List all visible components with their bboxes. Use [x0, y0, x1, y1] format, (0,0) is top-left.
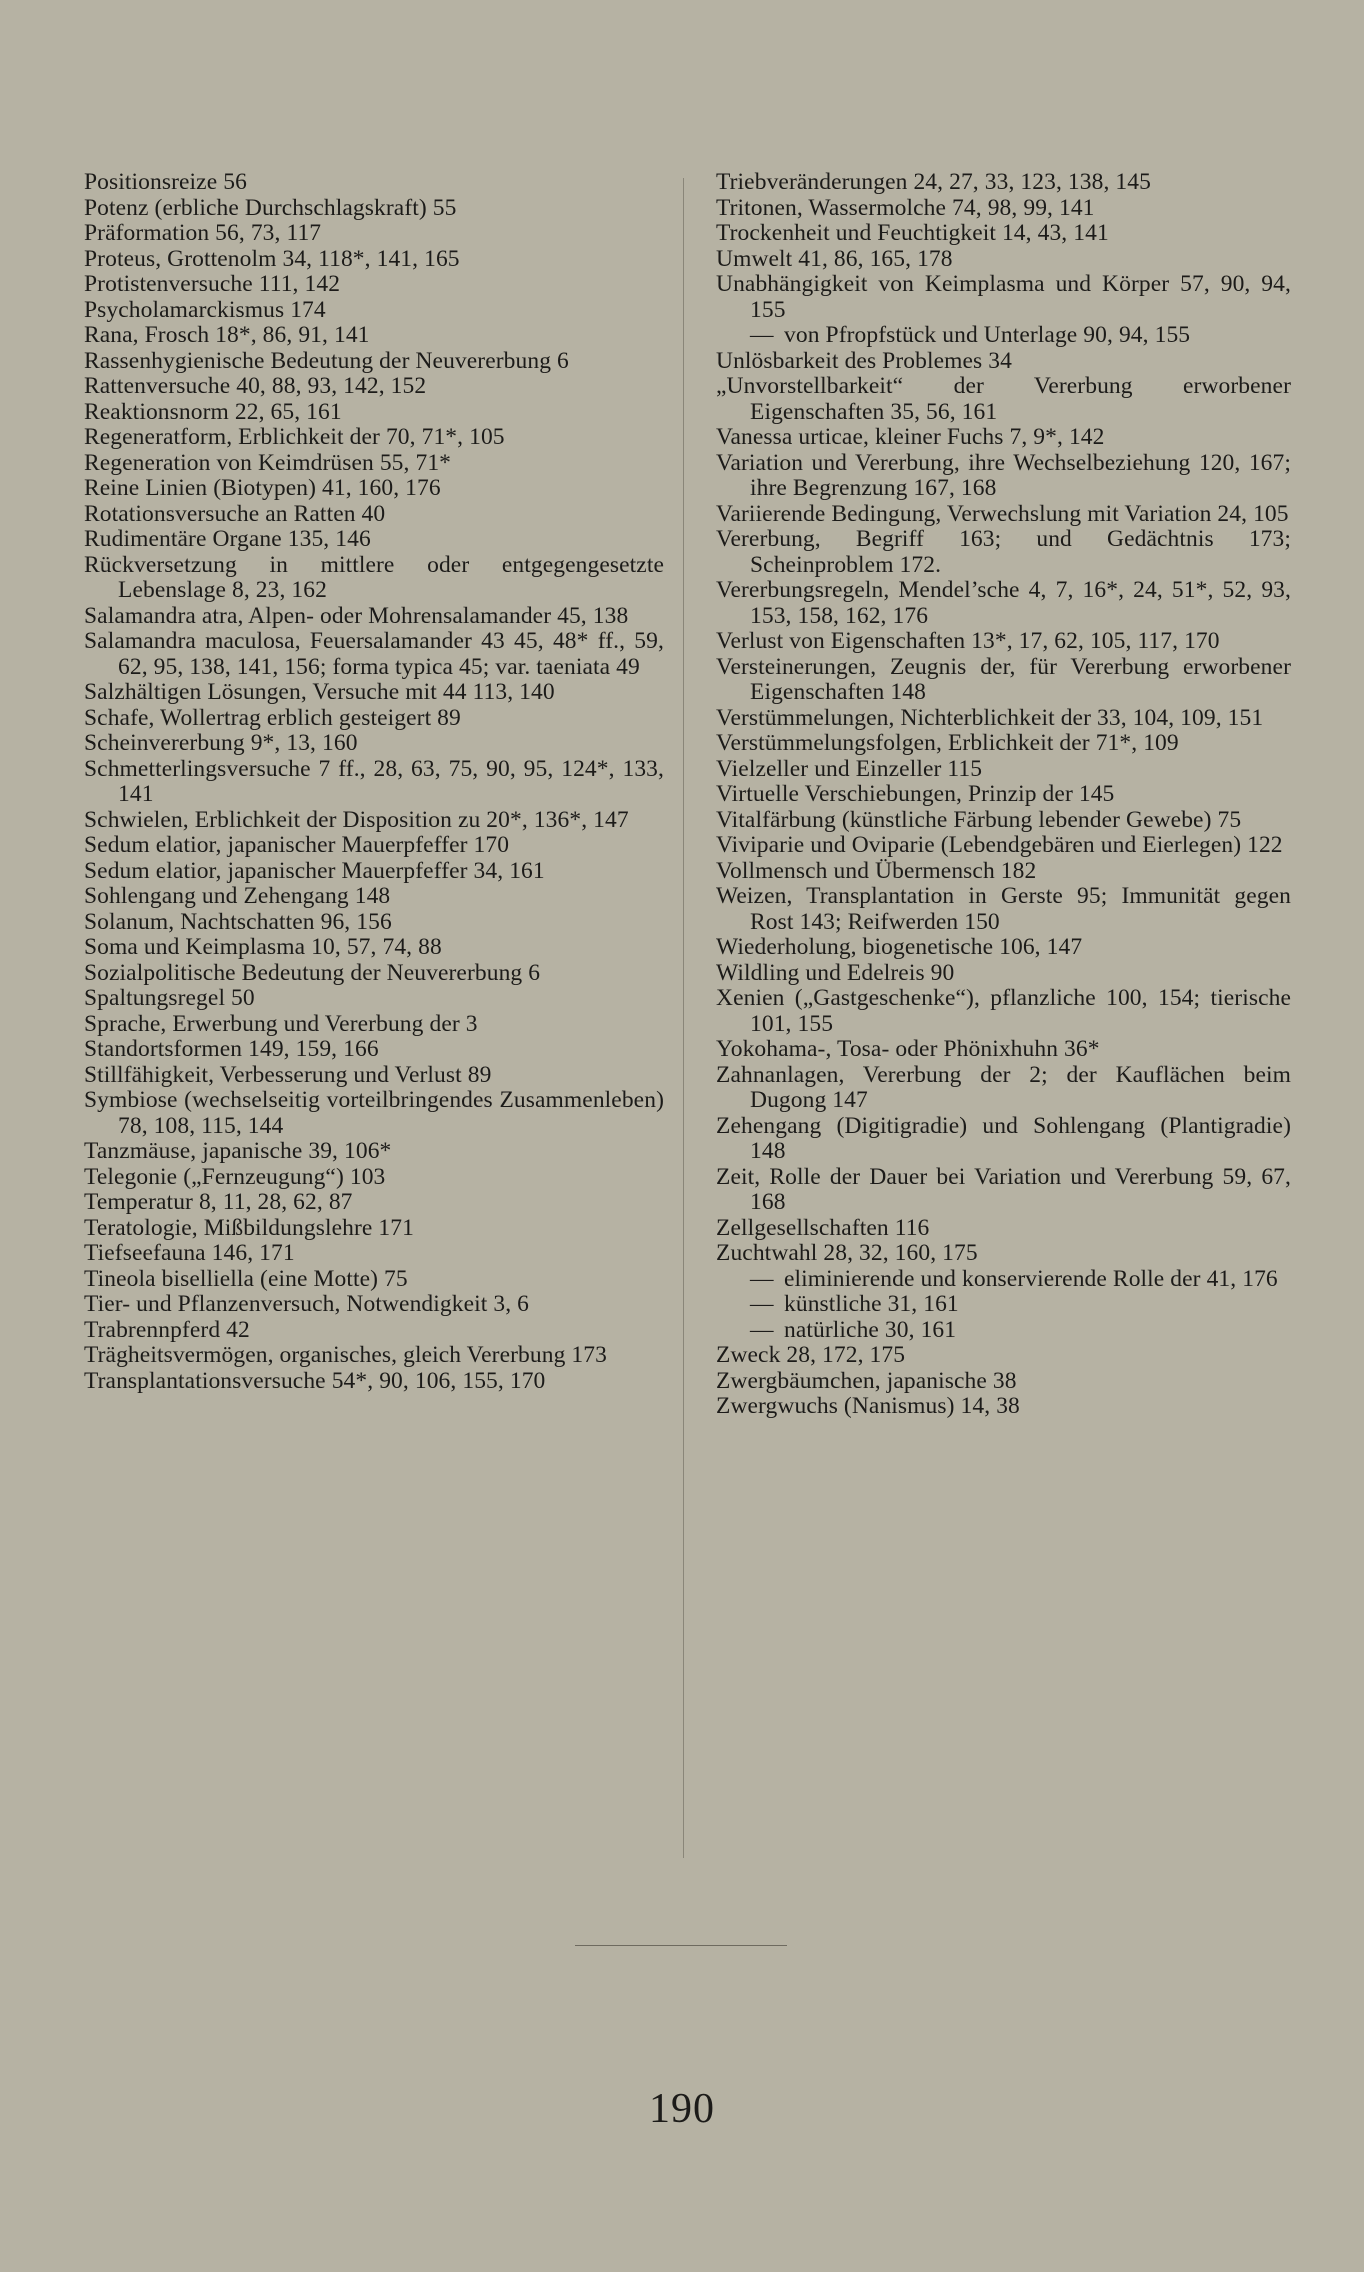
- index-entry-text: Unabhängigkeit von Keimplasma und Körper 57, 90, 94, 155: [716, 271, 1291, 323]
- index-entry: [84, 808, 664, 834]
- index-entry: [84, 400, 664, 426]
- index-entry: [716, 221, 1291, 247]
- index-entry-text: Potenz (erbliche Durchschlagskraft) 55: [84, 194, 457, 221]
- index-entry: [84, 1088, 664, 1139]
- footer-rule: [575, 1945, 787, 1946]
- index-entry: [84, 757, 664, 808]
- index-entry-text: Zweck 28, 172, 175: [716, 1342, 906, 1368]
- index-entry-text: Wiederholung, biogenetische 106, 147: [716, 934, 1083, 960]
- index-entry-text: Rana, Frosch 18*, 86, 91, 141: [84, 322, 370, 348]
- index-entry-text: Trockenheit und Feuchtigkeit 14, 43, 141: [716, 220, 1109, 246]
- column-divider: [683, 178, 684, 1858]
- index-entry-text: Psycholamarckismus 174: [84, 296, 326, 323]
- index-entry-text: Regeneration von Keimdrüsen 55, 71*: [84, 449, 452, 476]
- index-entry-text: Soma und Keimplasma 10, 57, 74, 88: [84, 934, 442, 960]
- index-entry: [716, 451, 1291, 502]
- index-entry: [84, 170, 664, 196]
- index-entry: [716, 1318, 1291, 1344]
- index-entry-text: Virtuelle Verschiebungen, Prinzip der 145: [716, 781, 1115, 807]
- index-entry-text: Reaktionsnorm 22, 65, 161: [84, 398, 342, 425]
- index-entry-text: Wildling und Edelreis 90: [716, 959, 955, 986]
- index-entry: [84, 1216, 664, 1242]
- index-entry: [716, 884, 1291, 935]
- index-entry-text: Salamandra atra, Alpen- oder Mohrensalamander 45, 138: [84, 602, 629, 629]
- index-entry-text: Telegonie („Fernzeugung“) 103: [84, 1163, 386, 1190]
- index-entry-text: Sprache, Erwerbung und Vererbung der 3: [84, 1010, 478, 1037]
- index-entry: [84, 629, 664, 680]
- index-entry-text: Rudimentäre Organe 135, 146: [84, 526, 371, 552]
- index-entry: [716, 935, 1291, 961]
- index-entry-text: Zuchtwahl 28, 32, 160, 175: [716, 1240, 978, 1266]
- index-entry: [716, 578, 1291, 629]
- index-entry: [716, 527, 1291, 578]
- index-entry: [716, 986, 1291, 1037]
- index-entry-text: Verlust von Eigenschaften 13*, 17, 62, 105, 117, 170: [716, 628, 1220, 654]
- index-entry-text: Standortsformen 149, 159, 166: [84, 1036, 379, 1062]
- index-entry-text: Transplantationsversuche 54*, 90, 106, 155, 170: [84, 1367, 546, 1394]
- index-entry: [84, 1165, 664, 1191]
- index-entry: [84, 935, 664, 961]
- index-entry-text: Salzhältigen Lösungen, Versuche mit 44 113, 140: [84, 679, 555, 705]
- index-entry: [716, 247, 1291, 273]
- index-entry: [716, 196, 1291, 222]
- index-entry-text: Unlösbarkeit des Problemes 34: [716, 347, 1012, 374]
- index-entry: [84, 1343, 664, 1369]
- index-entry-text: Sedum elatior, japanischer Mauerpfeffer 170: [84, 832, 510, 858]
- index-entry-text: Tanzmäuse, japanische 39, 106*: [84, 1138, 392, 1164]
- index-entry: [716, 1267, 1291, 1293]
- index-entry-text: Variation und Vererbung, ihre Wechselbeziehung 120, 167; ihre Begrenzung 167, 168: [716, 449, 1291, 501]
- index-entry-text: Umwelt 41, 86, 165, 178: [716, 245, 953, 272]
- index-entry: [84, 374, 664, 400]
- index-entry: [84, 1037, 664, 1063]
- index-entry-text: Präformation 56, 73, 117: [84, 220, 322, 246]
- index-entry: [84, 1190, 664, 1216]
- index-entry: [84, 221, 664, 247]
- index-entry: [716, 1216, 1291, 1242]
- index-entry: [84, 196, 664, 222]
- index-entry-text: Yokohama-, Tosa- oder Phönixhuhn 36*: [716, 1036, 1100, 1062]
- index-column-right: [716, 170, 1291, 1420]
- index-entry: [716, 1292, 1291, 1318]
- index-entry: [716, 272, 1291, 323]
- index-entry: [716, 1063, 1291, 1114]
- index-entry: [84, 527, 664, 553]
- index-entry: [84, 323, 664, 349]
- index-entry-text: Verstümmelungen, Nichterblichkeit der 33, 104, 109, 151: [716, 704, 1264, 731]
- index-entry-text: Rattenversuche 40, 88, 93, 142, 152: [84, 373, 427, 399]
- index-entry: [84, 272, 664, 298]
- index-entry-text: Symbiose (wechselseitig vorteilbringendes Zusammenleben) 78, 108, 115, 144: [84, 1087, 664, 1139]
- index-entry: [716, 782, 1291, 808]
- index-entry: [84, 859, 664, 885]
- index-entry-text: Xenien („Gastgeschenke“), pflanzliche 100, 154; tierische 101, 155: [716, 985, 1291, 1037]
- index-entry: [84, 910, 664, 936]
- index-entry-text: Scheinvererbung 9*, 13, 160: [84, 730, 358, 756]
- index-entry: [716, 859, 1291, 885]
- index-entry-text: Temperatur 8, 11, 28, 62, 87: [84, 1189, 353, 1215]
- index-entry: [84, 1063, 664, 1089]
- index-entry: [84, 1292, 664, 1318]
- index-entry: [716, 1241, 1291, 1267]
- index-entry-text: Sedum elatior, japanischer Mauerpfeffer 34, 161: [84, 857, 545, 884]
- index-entry-text: Vitalfärbung (künstliche Färbung lebender Gewebe) 75: [716, 806, 1242, 833]
- index-entry-text: Tritonen, Wassermolche 74, 98, 99, 141: [716, 194, 1095, 221]
- index-entry: [84, 833, 664, 859]
- index-entry: [716, 349, 1291, 375]
- index-entry: [84, 476, 664, 502]
- index-entry: [716, 961, 1291, 987]
- index-entry: [716, 323, 1291, 349]
- index-entry-text: Schafe, Wollertrag erblich gesteigert 89: [84, 704, 461, 731]
- index-entry-text: Salamandra maculosa, Feuersalamander 43 45, 48* ff., 59, 62, 95, 138, 141, 156; forma typica 45; var. taeniata 49: [84, 628, 664, 680]
- index-entry-text: Vollmensch und Übermensch 182: [716, 857, 1037, 884]
- index-entry: [716, 629, 1291, 655]
- index-entry: [716, 808, 1291, 834]
- index-entry: [84, 553, 664, 604]
- index-entry: [84, 1012, 664, 1038]
- index-entry-text: Zwergwuchs (Nanismus) 14, 38: [716, 1393, 1020, 1419]
- index-entry: [716, 757, 1291, 783]
- index-entry-text: Vererbungsregeln, Mendel’sche 4, 7, 16*, 24, 51*, 52, 93, 153, 158, 162, 176: [716, 577, 1291, 629]
- index-entry-text: „Unvorstellbarkeit“ der Vererbung erworbener Eigenschaften 35, 56, 161: [716, 373, 1291, 425]
- index-entry: [84, 1369, 664, 1395]
- index-entry-text: Zellgesellschaften 116: [716, 1214, 930, 1241]
- index-entry-text: Spaltungsregel 50: [84, 985, 255, 1011]
- index-entry-text: Zwergbäumchen, japanische 38: [716, 1367, 1017, 1394]
- index-entry-text: Trabrennpferd 42: [84, 1316, 250, 1343]
- index-entry-text: Vielzeller und Einzeller 115: [716, 755, 983, 782]
- index-entry: [84, 731, 664, 757]
- index-entry-text: Triebveränderungen 24, 27, 33, 123, 138, 145: [716, 169, 1151, 195]
- index-entry-text: Verstümmelungsfolgen, Erblichkeit der 71*, 109: [716, 730, 1179, 756]
- index-entry: [716, 706, 1291, 732]
- index-entry: [84, 349, 664, 375]
- index-entry-text: Variierende Bedingung, Verwechslung mit Variation 24, 105: [716, 500, 1289, 527]
- index-entry-text: eliminierende und konservierende Rolle der 41, 176: [784, 1265, 1278, 1292]
- index-entry: [84, 884, 664, 910]
- index-entry: [84, 986, 664, 1012]
- sub-entry-dash: —: [750, 1265, 774, 1292]
- index-entry: [84, 1241, 664, 1267]
- index-entry: [84, 1267, 664, 1293]
- index-entry-text: Trägheitsvermögen, organisches, gleich Vererbung 173: [84, 1342, 607, 1368]
- page-number: 190: [649, 2086, 715, 2132]
- index-entry: [716, 502, 1291, 528]
- index-entry-text: Solanum, Nachtschatten 96, 156: [84, 908, 392, 935]
- index-entry-text: Tier- und Pflanzenversuch, Notwendigkeit 3, 6: [84, 1291, 530, 1317]
- index-entry: [716, 833, 1291, 859]
- index-entry-text: Rotationsversuche an Ratten 40: [84, 500, 386, 527]
- index-entry: [716, 1343, 1291, 1369]
- index-entry-text: Tineola biselliella (eine Motte) 75: [84, 1265, 408, 1292]
- index-entry: [716, 731, 1291, 757]
- index-entry-text: Teratologie, Mißbildungslehre 171: [84, 1214, 414, 1241]
- index-entry-text: Weizen, Transplantation in Gerste 95; Immunität gegen Rost 143; Reifwerden 150: [716, 883, 1291, 935]
- index-entry-text: Zeit, Rolle der Dauer bei Variation und Vererbung 59, 67, 168: [716, 1163, 1291, 1215]
- index-entry: [716, 1037, 1291, 1063]
- index-entry: [716, 1114, 1291, 1165]
- index-entry: [716, 170, 1291, 196]
- index-entry-text: Protistenversuche 111, 142: [84, 271, 341, 297]
- index-entry-text: Stillfähigkeit, Verbesserung und Verlust 89: [84, 1061, 492, 1088]
- index-entry-text: Zahnanlagen, Vererbung der 2; der Kauflächen beim Dugong 147: [716, 1061, 1291, 1113]
- index-entry: [84, 1318, 664, 1344]
- index-entry-text: Reine Linien (Biotypen) 41, 160, 176: [84, 475, 441, 501]
- index-entry: [84, 604, 664, 630]
- index-entry: [84, 1139, 664, 1165]
- index-entry: [716, 1394, 1291, 1420]
- index-entry: [84, 451, 664, 477]
- index-entry: [84, 961, 664, 987]
- sub-entry-dash: —: [750, 1316, 774, 1343]
- index-entry-text: Tiefseefauna 146, 171: [84, 1240, 295, 1266]
- index-entry: [84, 425, 664, 451]
- index-entry-text: Schmetterlingsversuche 7 ff., 28, 63, 75, 90, 95, 124*, 133, 141: [84, 755, 664, 807]
- index-entry-text: Regeneratform, Erblichkeit der 70, 71*, 105: [84, 424, 505, 450]
- index-entry-text: natürliche 30, 161: [784, 1316, 957, 1343]
- index-entry-text: Positionsreize 56: [84, 169, 247, 195]
- index-entry: [84, 247, 664, 273]
- index-entry: [716, 655, 1291, 706]
- sub-entry-dash: —: [750, 322, 774, 348]
- index-entry-text: Rassenhygienische Bedeutung der Neuvererbung 6: [84, 347, 569, 374]
- index-entry-text: Zehengang (Digitigradie) und Sohlengang (Plantigradie) 148: [716, 1112, 1291, 1164]
- index-entry-text: Vanessa urticae, kleiner Fuchs 7, 9*, 142: [716, 424, 1105, 450]
- index-entry-text: Versteinerungen, Zeugnis der, für Vererbung erworbener Eigenschaften 148: [716, 653, 1291, 705]
- index-entry: [84, 502, 664, 528]
- index-entry-text: Rückversetzung in mittlere oder entgegengesetzte Lebenslage 8, 23, 162: [84, 551, 664, 603]
- index-entry-text: Sozialpolitische Bedeutung der Neuvererbung 6: [84, 959, 541, 986]
- index-entry-text: künstliche 31, 161: [784, 1291, 959, 1317]
- index-entry: [716, 374, 1291, 425]
- index-entry-text: von Pfropfstück und Unterlage 90, 94, 155: [784, 322, 1191, 348]
- index-entry-text: Schwielen, Erblichkeit der Disposition zu 20*, 136*, 147: [84, 806, 629, 833]
- sub-entry-dash: —: [750, 1291, 774, 1317]
- index-entry-text: Viviparie und Oviparie (Lebendgebären und Eierlegen) 122: [716, 832, 1283, 858]
- index-entry: [716, 1165, 1291, 1216]
- index-entry-text: Sohlengang und Zehengang 148: [84, 883, 391, 909]
- index-entry: [84, 680, 664, 706]
- index-entry: [84, 298, 664, 324]
- index-column-left: [84, 170, 664, 1394]
- index-entry: [84, 706, 664, 732]
- index-entry-text: Vererbung, Begriff 163; und Gedächtnis 173; Scheinproblem 172.: [716, 526, 1291, 578]
- index-entry-text: Proteus, Grottenolm 34, 118*, 141, 165: [84, 245, 460, 272]
- index-entry: [716, 1369, 1291, 1395]
- index-entry: [716, 425, 1291, 451]
